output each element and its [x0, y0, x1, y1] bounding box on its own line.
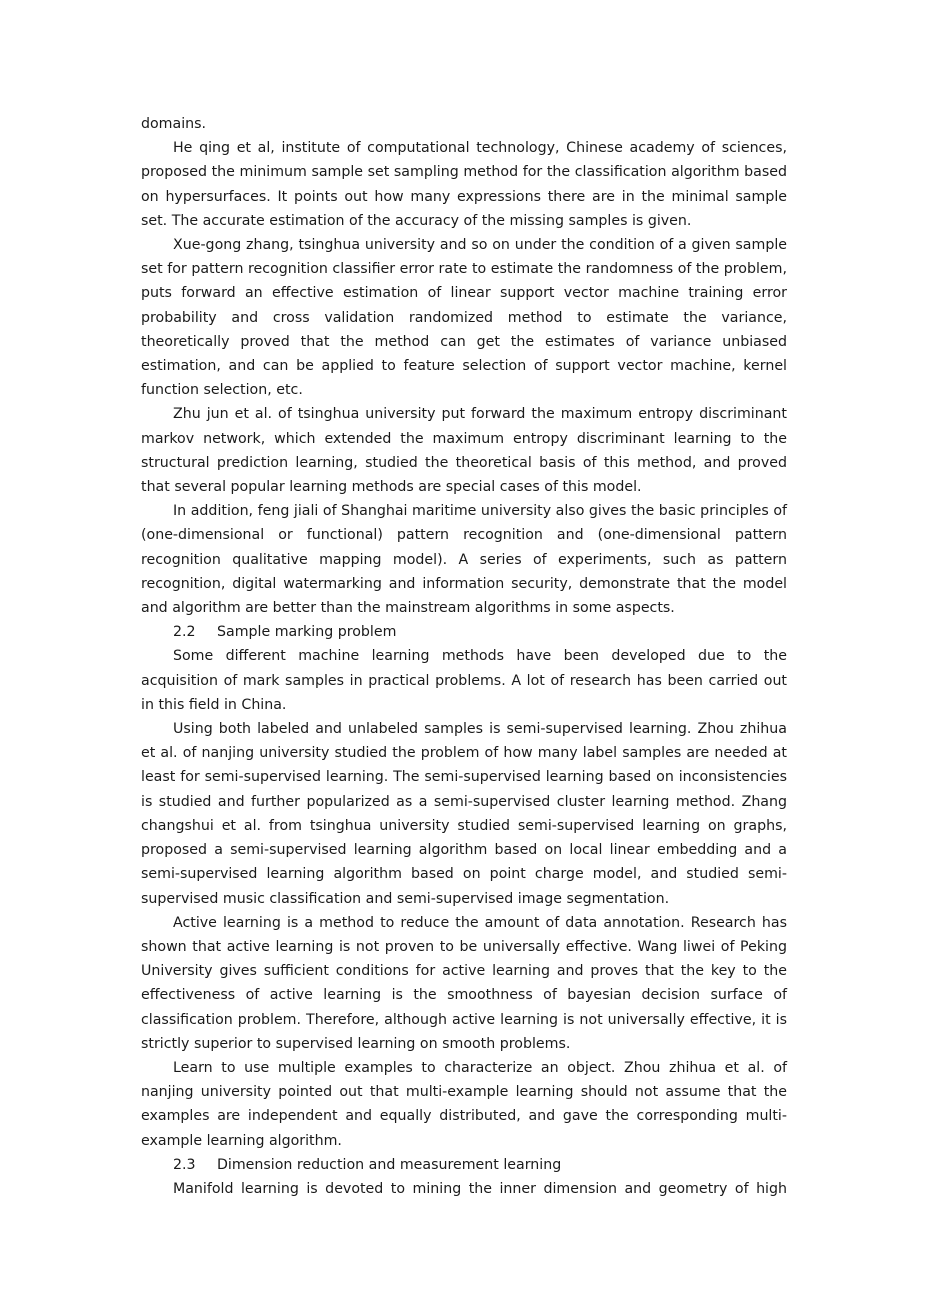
paragraph-continuation: domains.	[141, 116, 207, 132]
paragraph-active-learning: Active learning is a method to reduce the amount of data annotation. Research has shown that active learning is not proven to be universally effective. Wang liwei of Peking University gives sufficient conditions for active learning and proves that the key to the effectiveness of active learning is the smoothness of bayesian decision surface of classification problem. Therefore, although active learning is not universally effective, it is strictly superior to supervised learning on smooth problems.	[141, 914, 787, 1052]
document-page	[141, 112, 787, 1201]
section-title: Dimension reduction and measurement learning	[217, 1156, 562, 1173]
section-heading-2-3	[141, 1153, 787, 1177]
paragraph-mark-samples: Some different machine learning methods have been developed due to the acquisition of mark samples in practical problems. A lot of research has been carried out in this field in China.	[141, 648, 787, 713]
paragraph-he-qing: He qing et al, institute of computational technology, Chinese academy of sciences, proposed the minimum sample set sampling method for the classification algorithm based on hypersurfaces. It points out how many expressions there are in the minimal sample set. The accurate estimation of the accuracy of the missing samples is given.	[141, 140, 787, 229]
section-number: 2.3	[173, 1156, 196, 1173]
paragraph-multi-example: Learn to use multiple examples to characterize an object. Zhou zhihua et al. of nanjing university pointed out that multi-example learning should not assume that the examples are independent and equally distributed, and gave the corresponding multi-example learning algorithm.	[141, 1059, 787, 1149]
section-title: Sample marking problem	[217, 624, 397, 641]
paragraph-feng-jiali: In addition, feng jiali of Shanghai maritime university also gives the basic principles of (one-dimensional or functional) pattern recognition and (one-dimensional pattern recognition qualitative mapping model). A series of experiments, such as pattern recognition, digital watermarking and information security, demonstrate that the model and algorithm are better than the mainstream algorithms in some aspects.	[141, 503, 787, 617]
section-number: 2.2	[173, 624, 196, 641]
paragraph-manifold-learning: Manifold learning is devoted to mining the inner dimension and geometry of high	[173, 1180, 787, 1197]
section-heading-2-2	[141, 620, 787, 644]
paragraph-semi-supervised: Using both labeled and unlabeled samples is semi-supervised learning. Zhou zhihua et al. of nanjing university studied the problem of how many label samples are needed at least for semi-supervised learning. The semi-supervised learning based on inconsistencies is studied and further popularized as a semi-supervised cluster learning method. Zhang changshui et al. from tsinghua university studied semi-supervised learning on graphs, proposed a semi-supervised learning algorithm based on local linear embedding and a semi-supervised learning algorithm based on point charge model, and studied semi-supervised music classification and semi-supervised image segmentation.	[141, 721, 787, 907]
paragraph-xue-gong-zhang: Xue-gong zhang, tsinghua university and so on under the condition of a given sample set for pattern recognition classifier error rate to estimate the randomness of the problem, puts forward an effective estimation of linear support vector machine training error probability and cross validation randomized method to estimate the variance, theoretically proved that the method can get the estimates of variance unbiased estimation, and can be applied to feature selection of support vector machine, kernel function selection, etc.	[141, 237, 787, 399]
paragraph-zhu-jun: Zhu jun et al. of tsinghua university put forward the maximum entropy discriminant markov network, which extended the maximum entropy discriminant learning to the structural prediction learning, studied the theoretical basis of this method, and proved that several popular learning methods are special cases of this model.	[141, 406, 787, 496]
